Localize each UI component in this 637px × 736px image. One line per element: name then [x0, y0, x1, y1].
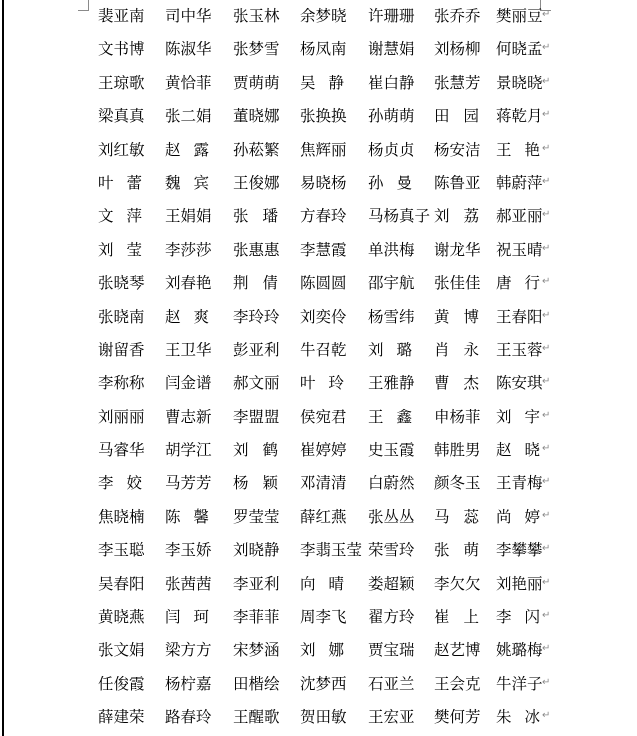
paragraph-mark-icon: ↵ — [542, 576, 551, 588]
name-cell: 闫金谱 — [165, 374, 212, 393]
name-cell: 杨 颖 — [233, 474, 278, 493]
paragraph-mark-icon: ↵ — [542, 409, 551, 421]
name-cell: 崔 上 — [434, 608, 479, 627]
name-cell: 陈鲁亚 — [434, 173, 481, 192]
name-cell: 吴春阳 — [98, 574, 145, 593]
name-cell: 张二娟 — [165, 107, 212, 126]
name-cell: 胡学江 — [165, 441, 212, 460]
name-cell: 杨凤南 — [300, 40, 347, 59]
name-cell: 孙 曼 — [368, 173, 412, 192]
name-cell: 彭亚利 — [233, 340, 280, 359]
name-cell: 吴 静 — [300, 73, 344, 92]
name-cell: 李菲菲 — [233, 608, 280, 627]
name-cell: 赵 露 — [165, 140, 209, 159]
name-table — [0, 1, 637, 736]
name-cell: 刘 鹤 — [233, 441, 278, 460]
name-cell: 赵 晓 — [496, 441, 540, 460]
name-cell: 陈圆圆 — [300, 274, 347, 293]
paragraph-mark-icon: ↵ — [542, 443, 551, 455]
name-row — [0, 602, 637, 635]
name-cell: 何晓孟 — [496, 40, 543, 59]
name-cell: 李称称 — [98, 374, 145, 393]
name-cell: 余梦晓 — [300, 7, 347, 25]
name-cell: 李玲玲 — [233, 307, 280, 326]
name-cell: 郝亚丽 — [496, 207, 543, 226]
name-cell: 杨安洁 — [434, 140, 481, 159]
name-cell: 宋梦涵 — [233, 641, 280, 660]
name-cell: 张佳佳 — [434, 274, 481, 293]
name-cell: 王卫华 — [165, 340, 212, 359]
name-row — [0, 1, 637, 34]
name-row — [0, 235, 637, 268]
paragraph-mark-icon: ↵ — [542, 276, 551, 288]
name-cell: 刘奕伶 — [300, 307, 347, 326]
name-cell: 刘 宇 — [496, 407, 540, 426]
name-cell: 张文娟 — [98, 641, 145, 660]
name-cell: 刘 璐 — [368, 340, 412, 359]
name-cell: 沈梦西 — [300, 674, 347, 693]
name-cell: 陈 馨 — [165, 507, 209, 526]
name-cell: 杨贞贞 — [368, 140, 415, 159]
name-cell: 李攀攀 — [496, 541, 543, 560]
name-cell: 张晓南 — [98, 307, 145, 326]
name-cell: 张换换 — [300, 107, 347, 126]
name-cell: 孙萌萌 — [368, 107, 415, 126]
name-cell: 肖 永 — [434, 340, 479, 359]
name-cell: 叶 玲 — [300, 374, 344, 393]
name-cell: 谢慧娟 — [368, 40, 415, 59]
name-cell: 颜冬玉 — [434, 474, 481, 493]
name-cell: 李 闪 — [496, 608, 540, 627]
name-row — [0, 435, 637, 468]
name-cell: 刘春艳 — [165, 274, 212, 293]
name-cell: 刘 娜 — [300, 641, 344, 660]
name-cell: 王春阳 — [496, 307, 543, 326]
paragraph-mark-icon: ↵ — [542, 643, 551, 655]
name-cell: 杨柠嘉 — [165, 674, 212, 693]
name-cell: 张丛丛 — [368, 507, 415, 526]
name-cell: 朱 冰 — [496, 708, 540, 727]
name-cell: 刘红敏 — [98, 140, 145, 159]
name-cell: 崔白静 — [368, 73, 415, 92]
name-cell: 刘 莹 — [98, 240, 142, 259]
name-cell: 张晓琴 — [98, 274, 145, 293]
name-cell: 张 璠 — [233, 207, 278, 226]
paragraph-mark-icon: ↵ — [542, 543, 551, 555]
name-cell: 郝文丽 — [233, 374, 280, 393]
name-cell: 马芳芳 — [165, 474, 212, 493]
name-cell: 樊丽豆 — [496, 7, 543, 25]
name-cell: 景晓晓 — [496, 73, 543, 92]
name-cell: 李翡玉莹 — [300, 541, 363, 560]
name-row — [0, 402, 637, 435]
name-cell: 张慧芳 — [434, 73, 481, 92]
name-row — [0, 569, 637, 602]
name-row — [0, 34, 637, 67]
name-cell: 邵宇航 — [368, 274, 415, 293]
name-cell: 罗莹莹 — [233, 507, 280, 526]
name-cell: 李盟盟 — [233, 407, 280, 426]
name-cell: 王青梅 — [496, 474, 543, 493]
name-cell: 娄超颖 — [368, 574, 415, 593]
name-cell: 荆 倩 — [233, 274, 278, 293]
name-cell: 曹 杰 — [434, 374, 479, 393]
name-cell: 田 园 — [434, 107, 479, 126]
name-cell: 邓清清 — [300, 474, 347, 493]
name-cell: 陈安琪 — [496, 374, 543, 393]
paragraph-mark-icon: ↵ — [542, 175, 551, 187]
paragraph-mark-icon: ↵ — [542, 710, 551, 722]
name-row — [0, 368, 637, 401]
name-cell: 侯宛君 — [300, 407, 347, 426]
name-cell: 张梦雪 — [233, 40, 280, 59]
name-cell: 许珊珊 — [368, 7, 415, 25]
name-cell: 单洪梅 — [368, 240, 415, 259]
name-cell: 李 姣 — [98, 474, 142, 493]
name-cell: 贾萌萌 — [233, 73, 280, 92]
name-cell: 唐 行 — [496, 274, 540, 293]
name-cell: 黄 博 — [434, 307, 479, 326]
name-cell: 石亚兰 — [368, 674, 415, 693]
paragraph-mark-icon: ↵ — [542, 610, 551, 622]
paragraph-mark-icon: ↵ — [542, 476, 551, 488]
name-cell: 王玉蓉 — [496, 340, 543, 359]
name-cell: 方春玲 — [300, 207, 347, 226]
name-cell: 谢龙华 — [434, 240, 481, 259]
paragraph-mark-icon: ↵ — [542, 9, 551, 20]
name-row — [0, 335, 637, 368]
name-cell: 向 晴 — [300, 574, 344, 593]
name-row — [0, 135, 637, 168]
name-cell: 贾宝瑞 — [368, 641, 415, 660]
name-cell: 张惠惠 — [233, 240, 280, 259]
name-row — [0, 302, 637, 335]
name-cell: 李亚利 — [233, 574, 280, 593]
name-row — [0, 535, 637, 568]
paragraph-mark-icon: ↵ — [542, 109, 551, 121]
name-cell: 任俊霞 — [98, 674, 145, 693]
name-cell: 马睿华 — [98, 441, 145, 460]
paragraph-mark-icon: ↵ — [542, 509, 551, 521]
name-cell: 周李飞 — [300, 608, 347, 627]
name-cell: 李玉聪 — [98, 541, 145, 560]
name-cell: 黄恰菲 — [165, 73, 212, 92]
name-cell: 崔婷婷 — [300, 441, 347, 460]
name-cell: 王琼歌 — [98, 73, 145, 92]
name-cell: 刘晓静 — [233, 541, 280, 560]
name-cell: 薛建荣 — [98, 708, 145, 727]
paragraph-mark-icon: ↵ — [542, 142, 551, 154]
name-cell: 黄晓燕 — [98, 608, 145, 627]
name-cell: 张 萌 — [434, 541, 479, 560]
name-cell: 王俊娜 — [233, 173, 280, 192]
name-cell: 路春玲 — [165, 708, 212, 727]
name-cell: 魏 宾 — [165, 173, 209, 192]
name-cell: 叶 蕾 — [98, 173, 142, 192]
name-cell: 王娟娟 — [165, 207, 212, 226]
name-cell: 申杨菲 — [434, 407, 481, 426]
paragraph-mark-icon: ↵ — [542, 376, 551, 388]
paragraph-mark-icon: ↵ — [542, 309, 551, 321]
name-cell: 刘丽丽 — [98, 407, 145, 426]
paragraph-mark-icon: ↵ — [542, 42, 551, 54]
name-cell: 闫 珂 — [165, 608, 209, 627]
name-cell: 薛红燕 — [300, 507, 347, 526]
name-cell: 张乔乔 — [434, 7, 481, 25]
name-cell: 田楷绘 — [233, 674, 280, 693]
name-row — [0, 502, 637, 535]
name-cell: 刘杨柳 — [434, 40, 481, 59]
name-cell: 谢留香 — [98, 340, 145, 359]
name-cell: 司中华 — [165, 7, 212, 25]
paragraph-mark-icon: ↵ — [542, 209, 551, 221]
name-cell: 王会克 — [434, 674, 481, 693]
name-cell: 文 萍 — [98, 207, 142, 226]
name-cell: 蒋乾月 — [496, 107, 543, 126]
name-cell: 尚 婷 — [496, 507, 540, 526]
paragraph-mark-icon: ↵ — [542, 342, 551, 354]
name-cell: 王 鑫 — [368, 407, 412, 426]
name-cell: 杨雪纬 — [368, 307, 415, 326]
name-cell: 牛召乾 — [300, 340, 347, 359]
name-cell: 王宏亚 — [368, 708, 415, 727]
name-cell: 赵 爽 — [165, 307, 209, 326]
name-cell: 文书博 — [98, 40, 145, 59]
name-cell: 刘 荔 — [434, 207, 479, 226]
name-cell: 韩胜男 — [434, 441, 481, 460]
name-cell: 樊何芳 — [434, 708, 481, 727]
paragraph-mark-icon: ↵ — [542, 242, 551, 254]
name-cell: 王雅静 — [368, 374, 415, 393]
name-cell: 王 艳 — [496, 140, 540, 159]
name-cell: 牛洋子 — [496, 674, 543, 693]
name-cell: 梁真真 — [98, 107, 145, 126]
name-cell: 张玉林 — [233, 7, 280, 25]
name-cell: 李莎莎 — [165, 240, 212, 259]
name-cell: 白蔚然 — [368, 474, 415, 493]
name-row — [0, 101, 637, 134]
name-cell: 贺田敏 — [300, 708, 347, 727]
name-cell: 陈淑华 — [165, 40, 212, 59]
name-cell: 史玉霞 — [368, 441, 415, 460]
name-cell: 马 蕊 — [434, 507, 479, 526]
name-cell: 王醒歌 — [233, 708, 280, 727]
name-cell: 马杨真子 — [368, 207, 431, 226]
name-cell: 荣雪玲 — [368, 541, 415, 560]
name-cell: 焦晓楠 — [98, 507, 145, 526]
name-cell: 孙菘繁 — [233, 140, 280, 159]
name-row — [0, 669, 637, 702]
name-cell: 韩蔚萍 — [496, 173, 543, 192]
name-cell: 赵艺博 — [434, 641, 481, 660]
name-cell: 姚璐梅 — [496, 641, 543, 660]
name-cell: 李欠欠 — [434, 574, 481, 593]
name-cell: 张茜茜 — [165, 574, 212, 593]
name-cell: 董晓娜 — [233, 107, 280, 126]
name-cell: 翟方玲 — [368, 608, 415, 627]
name-cell: 刘艳丽 — [496, 574, 543, 593]
name-cell: 李玉娇 — [165, 541, 212, 560]
paragraph-mark-icon: ↵ — [542, 676, 551, 688]
name-cell: 易晓杨 — [300, 173, 347, 192]
name-row — [0, 68, 637, 101]
name-cell: 李慧霞 — [300, 240, 347, 259]
name-cell: 裴亚南 — [98, 7, 145, 25]
name-cell: 焦辉丽 — [300, 140, 347, 159]
name-cell: 梁方方 — [165, 641, 212, 660]
name-cell: 祝玉晴 — [496, 240, 543, 259]
paragraph-mark-icon: ↵ — [542, 75, 551, 87]
name-row — [0, 635, 637, 668]
name-cell: 曹志新 — [165, 407, 212, 426]
name-row — [0, 168, 637, 201]
name-row — [0, 468, 637, 501]
name-row — [0, 201, 637, 234]
name-row — [0, 268, 637, 301]
name-row — [0, 702, 637, 735]
